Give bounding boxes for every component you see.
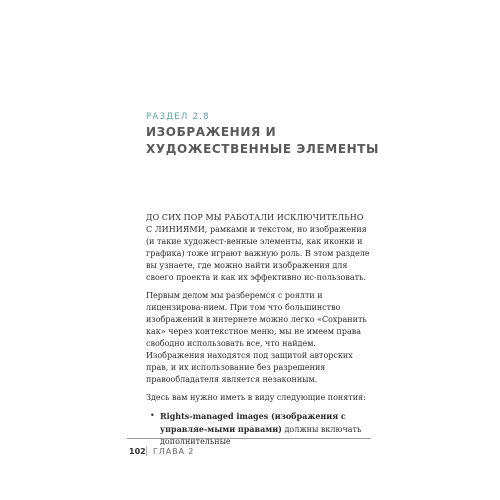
body-text: [146, 212, 372, 448]
section-title: ИЗОБРАЖЕНИЯ И ХУДОЖЕСТВЕННЫЕ ЭЛЕМЕНТЫ: [146, 125, 380, 156]
bullet-list: [146, 410, 372, 448]
chapter-label: ГЛАВА 2: [153, 447, 195, 456]
footer-divider: [127, 438, 371, 439]
list-item: [146, 410, 372, 448]
paragraph-concepts: Здесь вам нужно иметь в виду следующие понятия:: [146, 393, 366, 402]
bullet-marker: •: [150, 411, 155, 420]
bullet-term: Rights-managed images (изображения с управляе-мыми правами): [160, 411, 346, 434]
paragraph-text: рамками и текстом, но изображения (и такие художест-венные элементы, как иконки и графика) тоже играют важную роль. В этом разделе вы узнаете, где можно найти изображения для своего проекта и как их эффективно ис-пользовать.: [146, 225, 370, 282]
paragraph-lead-caps: ДО СИХ ПОР МЫ РАБОТАЛИ ИСКЛЮЧИТЕЛЬНО С ЛИНИЯМИ,: [146, 213, 364, 234]
paragraph-intro: [146, 212, 372, 284]
footer-separator: [146, 446, 147, 456]
paragraph-royalty: Первым делом мы разберемся с роялти и лицензирова-нием. При том что большинство изображений в интернете можно легко «Сохранить как» через контекстное меню, мы не имеем права свободно использовать все, что найдем. Изображения находятся под защитой авторских прав, и их использование без разрешения правообладателя является незаконным.: [146, 291, 367, 384]
page-number: 102: [129, 447, 146, 456]
section-label: РАЗДЕЛ 2.8: [146, 112, 211, 122]
bullet-text: должны включать дополнительные: [160, 425, 362, 446]
